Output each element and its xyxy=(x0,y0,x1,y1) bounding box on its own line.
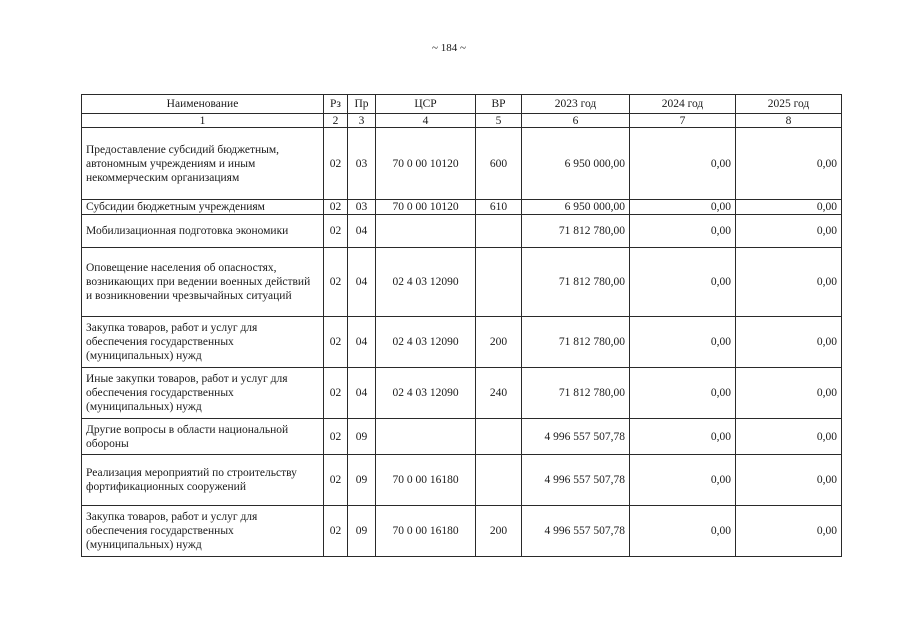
row-csr: 02 4 03 12090 xyxy=(376,248,476,317)
row-2024: 0,00 xyxy=(630,248,736,317)
row-rz: 02 xyxy=(324,248,348,317)
row-rz: 02 xyxy=(324,419,348,455)
row-pr: 09 xyxy=(348,419,376,455)
table-row xyxy=(82,419,842,455)
row-name: Закупка товаров, работ и услуг для обеспечения государственных (муниципальных) нужд xyxy=(82,506,324,557)
budget-table xyxy=(81,94,842,557)
row-vr: 200 xyxy=(476,317,522,368)
row-2025: 0,00 xyxy=(736,128,842,200)
column-number: 1 xyxy=(82,114,324,128)
row-name: Мобилизационная подготовка экономики xyxy=(82,215,324,248)
row-2023: 6 950 000,00 xyxy=(522,128,630,200)
column-number: 8 xyxy=(736,114,842,128)
table-row xyxy=(82,455,842,506)
header-rz: Рз xyxy=(324,95,348,114)
header-vr: ВР xyxy=(476,95,522,114)
row-csr: 70 0 00 16180 xyxy=(376,506,476,557)
row-2024: 0,00 xyxy=(630,455,736,506)
row-csr: 70 0 00 10120 xyxy=(376,128,476,200)
header-pr: Пр xyxy=(348,95,376,114)
row-rz: 02 xyxy=(324,455,348,506)
row-2024: 0,00 xyxy=(630,419,736,455)
row-rz: 02 xyxy=(324,506,348,557)
row-rz: 02 xyxy=(324,317,348,368)
header-2024: 2024 год xyxy=(630,95,736,114)
row-name: Оповещение населения об опасностях, возникающих при ведении военных действий и возникновении чрезвычайных ситуаций xyxy=(82,248,324,317)
row-2024: 0,00 xyxy=(630,317,736,368)
row-name: Другие вопросы в области национальной обороны xyxy=(82,419,324,455)
header-2023: 2023 год xyxy=(522,95,630,114)
row-2024: 0,00 xyxy=(630,368,736,419)
row-2025: 0,00 xyxy=(736,317,842,368)
row-2023: 4 996 557 507,78 xyxy=(522,419,630,455)
table-row xyxy=(82,317,842,368)
row-2024: 0,00 xyxy=(630,128,736,200)
row-2025: 0,00 xyxy=(736,419,842,455)
table-row xyxy=(82,248,842,317)
row-vr xyxy=(476,455,522,506)
row-2025: 0,00 xyxy=(736,200,842,215)
row-pr: 03 xyxy=(348,128,376,200)
row-2025: 0,00 xyxy=(736,368,842,419)
row-name: Закупка товаров, работ и услуг для обеспечения государственных (муниципальных) нужд xyxy=(82,317,324,368)
column-number: 5 xyxy=(476,114,522,128)
row-pr: 04 xyxy=(348,248,376,317)
row-vr xyxy=(476,215,522,248)
row-pr: 03 xyxy=(348,200,376,215)
row-vr: 600 xyxy=(476,128,522,200)
column-number: 3 xyxy=(348,114,376,128)
column-number: 2 xyxy=(324,114,348,128)
header-csr: ЦСР xyxy=(376,95,476,114)
row-2025: 0,00 xyxy=(736,506,842,557)
table-row xyxy=(82,215,842,248)
row-csr: 02 4 03 12090 xyxy=(376,368,476,419)
row-2024: 0,00 xyxy=(630,215,736,248)
header-2025: 2025 год xyxy=(736,95,842,114)
row-2025: 0,00 xyxy=(736,215,842,248)
row-csr xyxy=(376,419,476,455)
row-pr: 09 xyxy=(348,506,376,557)
row-2023: 71 812 780,00 xyxy=(522,248,630,317)
row-vr xyxy=(476,419,522,455)
column-number: 6 xyxy=(522,114,630,128)
row-2023: 71 812 780,00 xyxy=(522,215,630,248)
row-vr: 610 xyxy=(476,200,522,215)
header-name: Наименование xyxy=(82,95,324,114)
row-2023: 4 996 557 507,78 xyxy=(522,455,630,506)
column-number: 7 xyxy=(630,114,736,128)
column-number-row xyxy=(82,114,842,128)
page-number: ~ 184 ~ xyxy=(432,42,466,54)
row-2025: 0,00 xyxy=(736,248,842,317)
row-csr: 70 0 00 10120 xyxy=(376,200,476,215)
row-2024: 0,00 xyxy=(630,506,736,557)
row-2023: 4 996 557 507,78 xyxy=(522,506,630,557)
row-vr: 240 xyxy=(476,368,522,419)
row-pr: 04 xyxy=(348,317,376,368)
row-name: Предоставление субсидий бюджетным, автономным учреждениям и иным некоммерческим организациям xyxy=(82,128,324,200)
row-pr: 04 xyxy=(348,215,376,248)
row-2024: 0,00 xyxy=(630,200,736,215)
row-name: Иные закупки товаров, работ и услуг для обеспечения государственных (муниципальных) нужд xyxy=(82,368,324,419)
row-pr: 04 xyxy=(348,368,376,419)
row-pr: 09 xyxy=(348,455,376,506)
column-number: 4 xyxy=(376,114,476,128)
row-name: Реализация мероприятий по строительству фортификационных сооружений xyxy=(82,455,324,506)
table-row xyxy=(82,506,842,557)
row-vr xyxy=(476,248,522,317)
row-rz: 02 xyxy=(324,215,348,248)
row-2023: 71 812 780,00 xyxy=(522,317,630,368)
row-2023: 6 950 000,00 xyxy=(522,200,630,215)
header-row xyxy=(82,95,842,114)
row-vr: 200 xyxy=(476,506,522,557)
row-rz: 02 xyxy=(324,368,348,419)
row-rz: 02 xyxy=(324,200,348,215)
row-name: Субсидии бюджетным учреждениям xyxy=(82,200,324,215)
row-csr: 02 4 03 12090 xyxy=(376,317,476,368)
row-2023: 71 812 780,00 xyxy=(522,368,630,419)
row-2025: 0,00 xyxy=(736,455,842,506)
row-csr: 70 0 00 16180 xyxy=(376,455,476,506)
row-rz: 02 xyxy=(324,128,348,200)
table-row xyxy=(82,200,842,215)
table-row xyxy=(82,128,842,200)
row-csr xyxy=(376,215,476,248)
table-row xyxy=(82,368,842,419)
